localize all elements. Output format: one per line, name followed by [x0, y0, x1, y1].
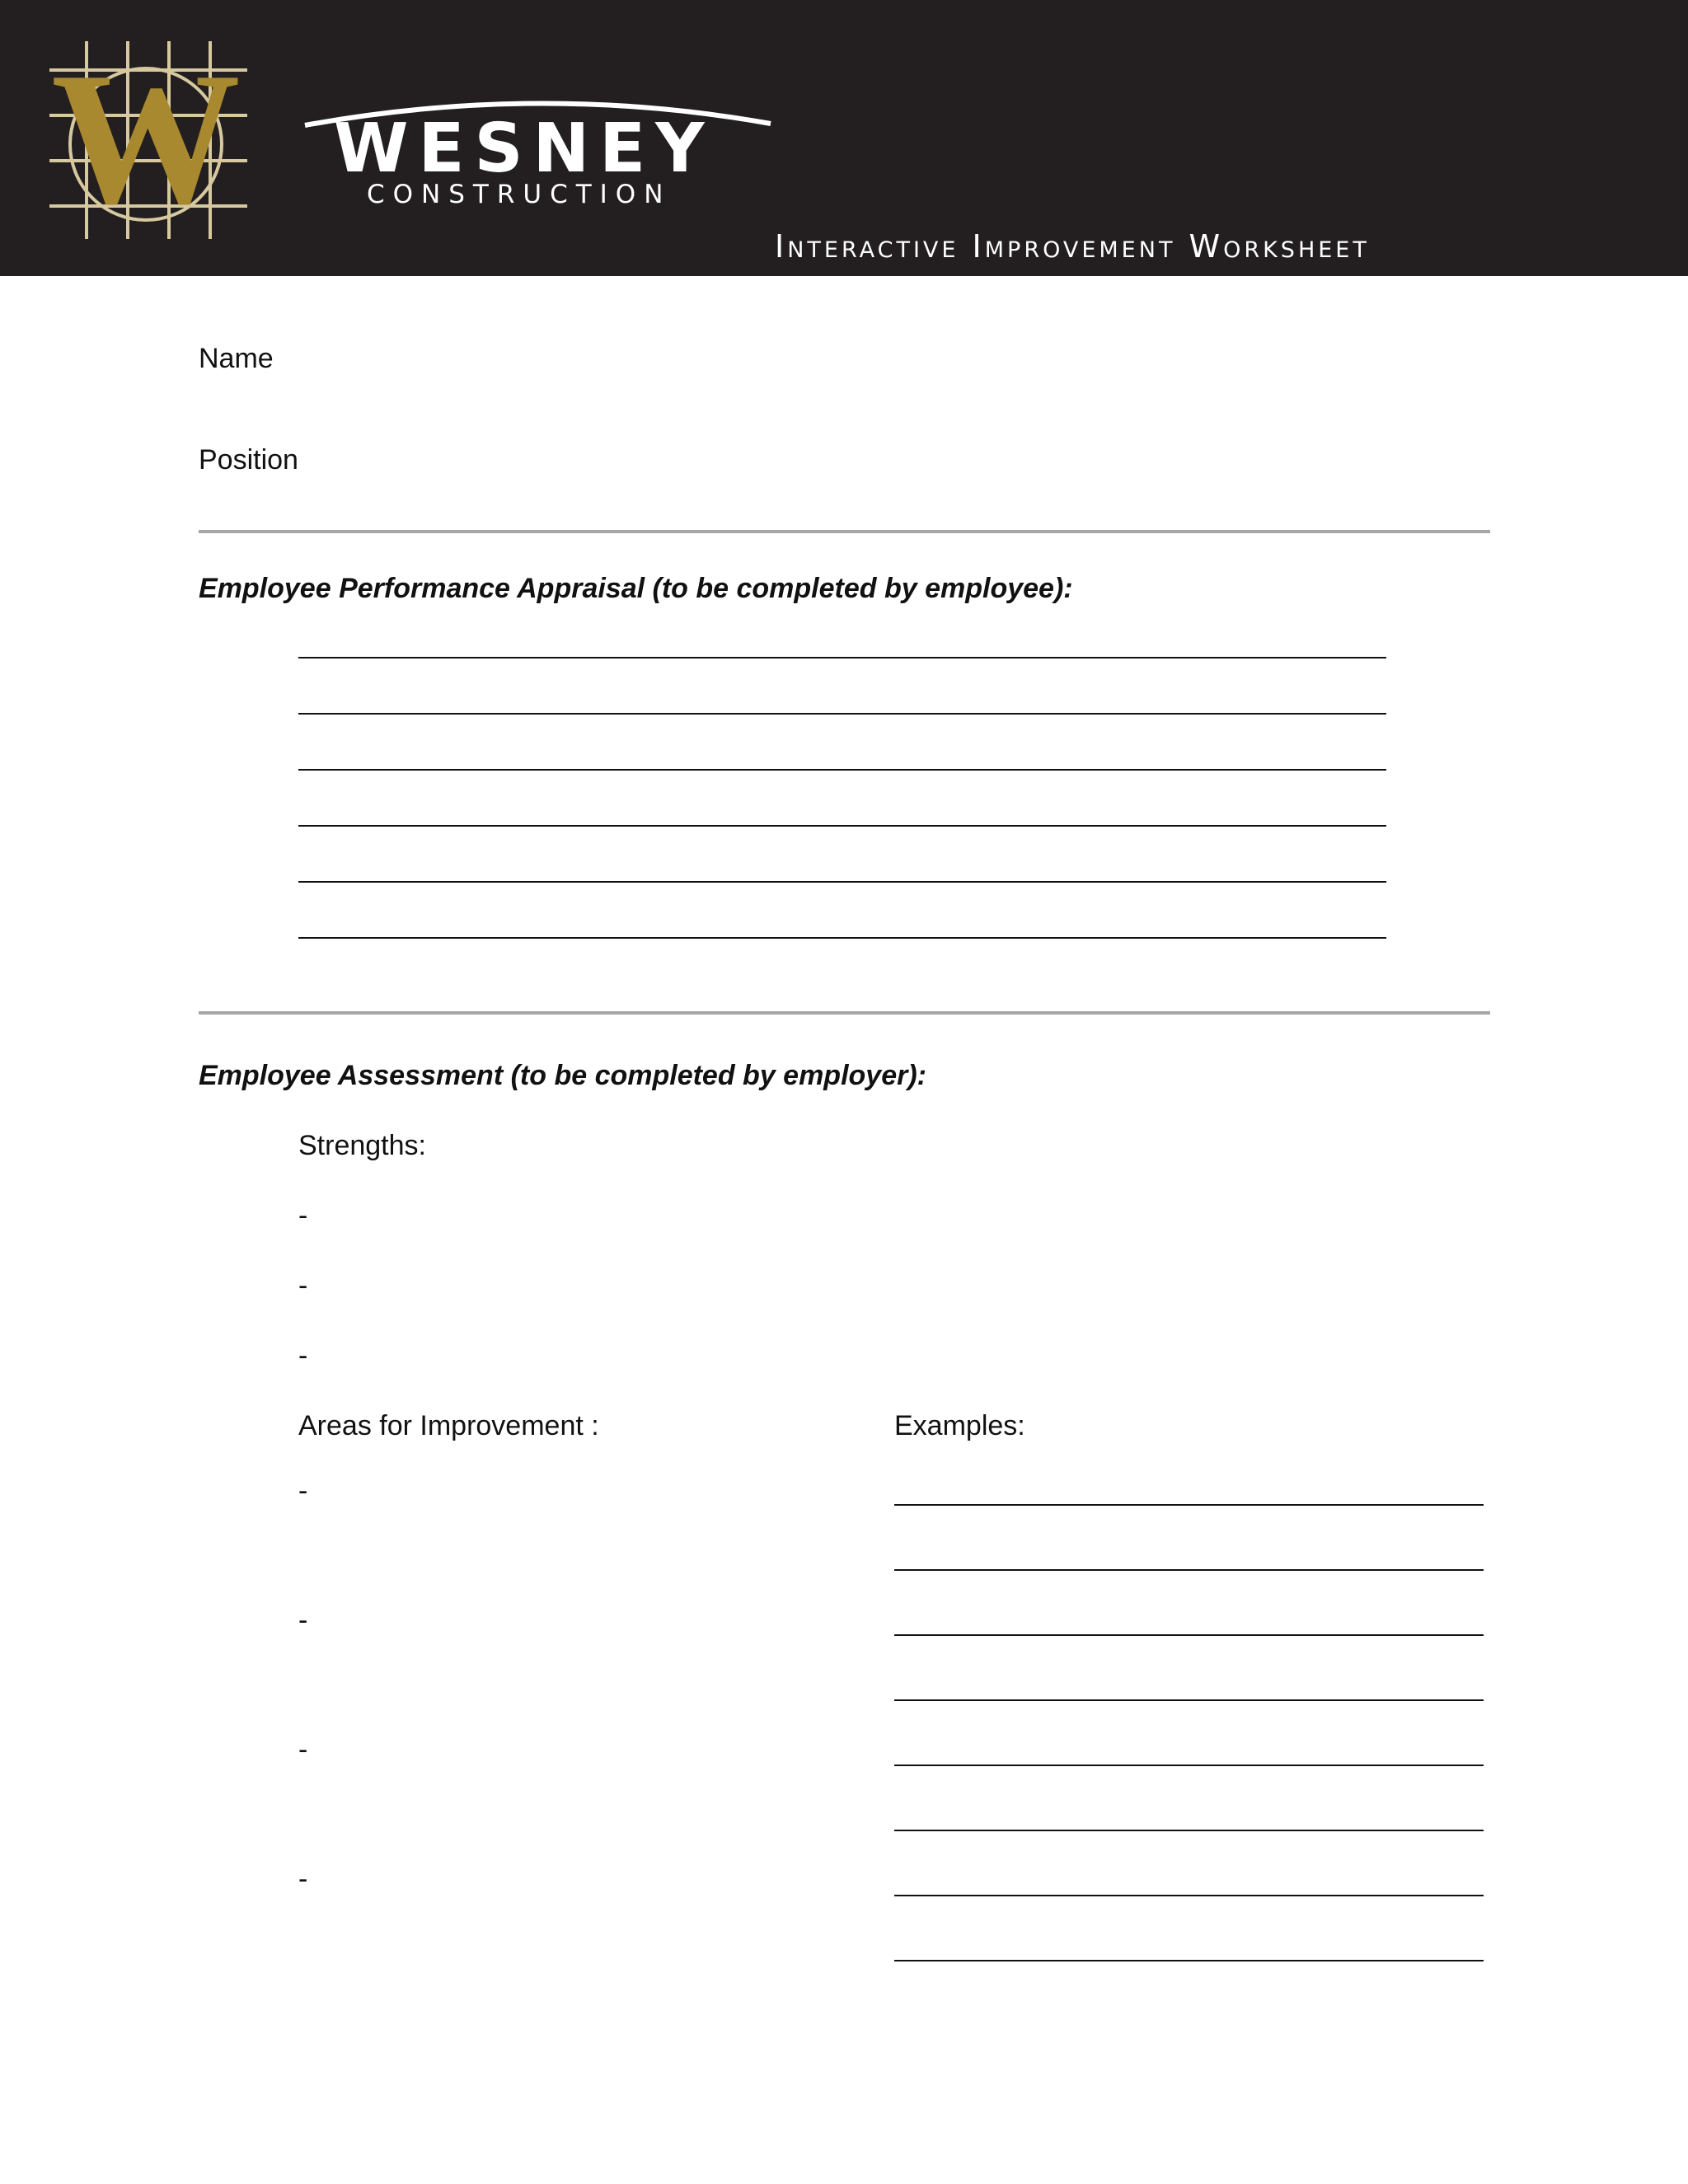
brand-subtitle: CONSTRUCTION [367, 180, 672, 209]
logo-letter: W [51, 41, 241, 239]
appraisal-line[interactable] [298, 713, 1386, 715]
appraisal-line[interactable] [298, 881, 1386, 883]
appraisal-heading: Employee Performance Appraisal (to be completed by employee): [199, 573, 1073, 604]
example-line[interactable] [894, 1960, 1484, 1961]
section-divider [199, 1011, 1490, 1015]
example-line[interactable] [894, 1765, 1484, 1766]
example-line[interactable] [894, 1830, 1484, 1831]
company-logo [49, 41, 256, 239]
improvement-bullet: - [298, 1863, 308, 1895]
section-divider [199, 530, 1490, 533]
appraisal-line[interactable] [298, 769, 1386, 771]
appraisal-line[interactable] [298, 937, 1386, 939]
name-label: Name [199, 343, 274, 374]
appraisal-line[interactable] [298, 825, 1386, 827]
improvement-bullet: - [298, 1475, 308, 1507]
example-line[interactable] [894, 1895, 1484, 1896]
page-header [0, 0, 1688, 276]
example-line[interactable] [894, 1569, 1484, 1571]
improvement-bullet: - [298, 1605, 308, 1636]
examples-label: Examples: [894, 1410, 1025, 1441]
strength-bullet: - [298, 1340, 308, 1371]
example-line[interactable] [894, 1504, 1484, 1506]
worksheet-title: Interactive Improvement Worksheet [775, 228, 1370, 265]
example-line[interactable] [894, 1699, 1484, 1701]
example-line[interactable] [894, 1634, 1484, 1636]
strength-bullet: - [298, 1270, 308, 1301]
brand-name: WESNEY [334, 110, 715, 188]
position-label: Position [199, 444, 298, 476]
strengths-label: Strengths: [298, 1130, 426, 1161]
improvement-bullet: - [298, 1734, 308, 1765]
appraisal-line[interactable] [298, 657, 1386, 658]
improvement-label: Areas for Improvement : [298, 1410, 599, 1441]
assessment-heading: Employee Assessment (to be completed by employer): [199, 1060, 926, 1091]
strength-bullet: - [298, 1200, 308, 1231]
